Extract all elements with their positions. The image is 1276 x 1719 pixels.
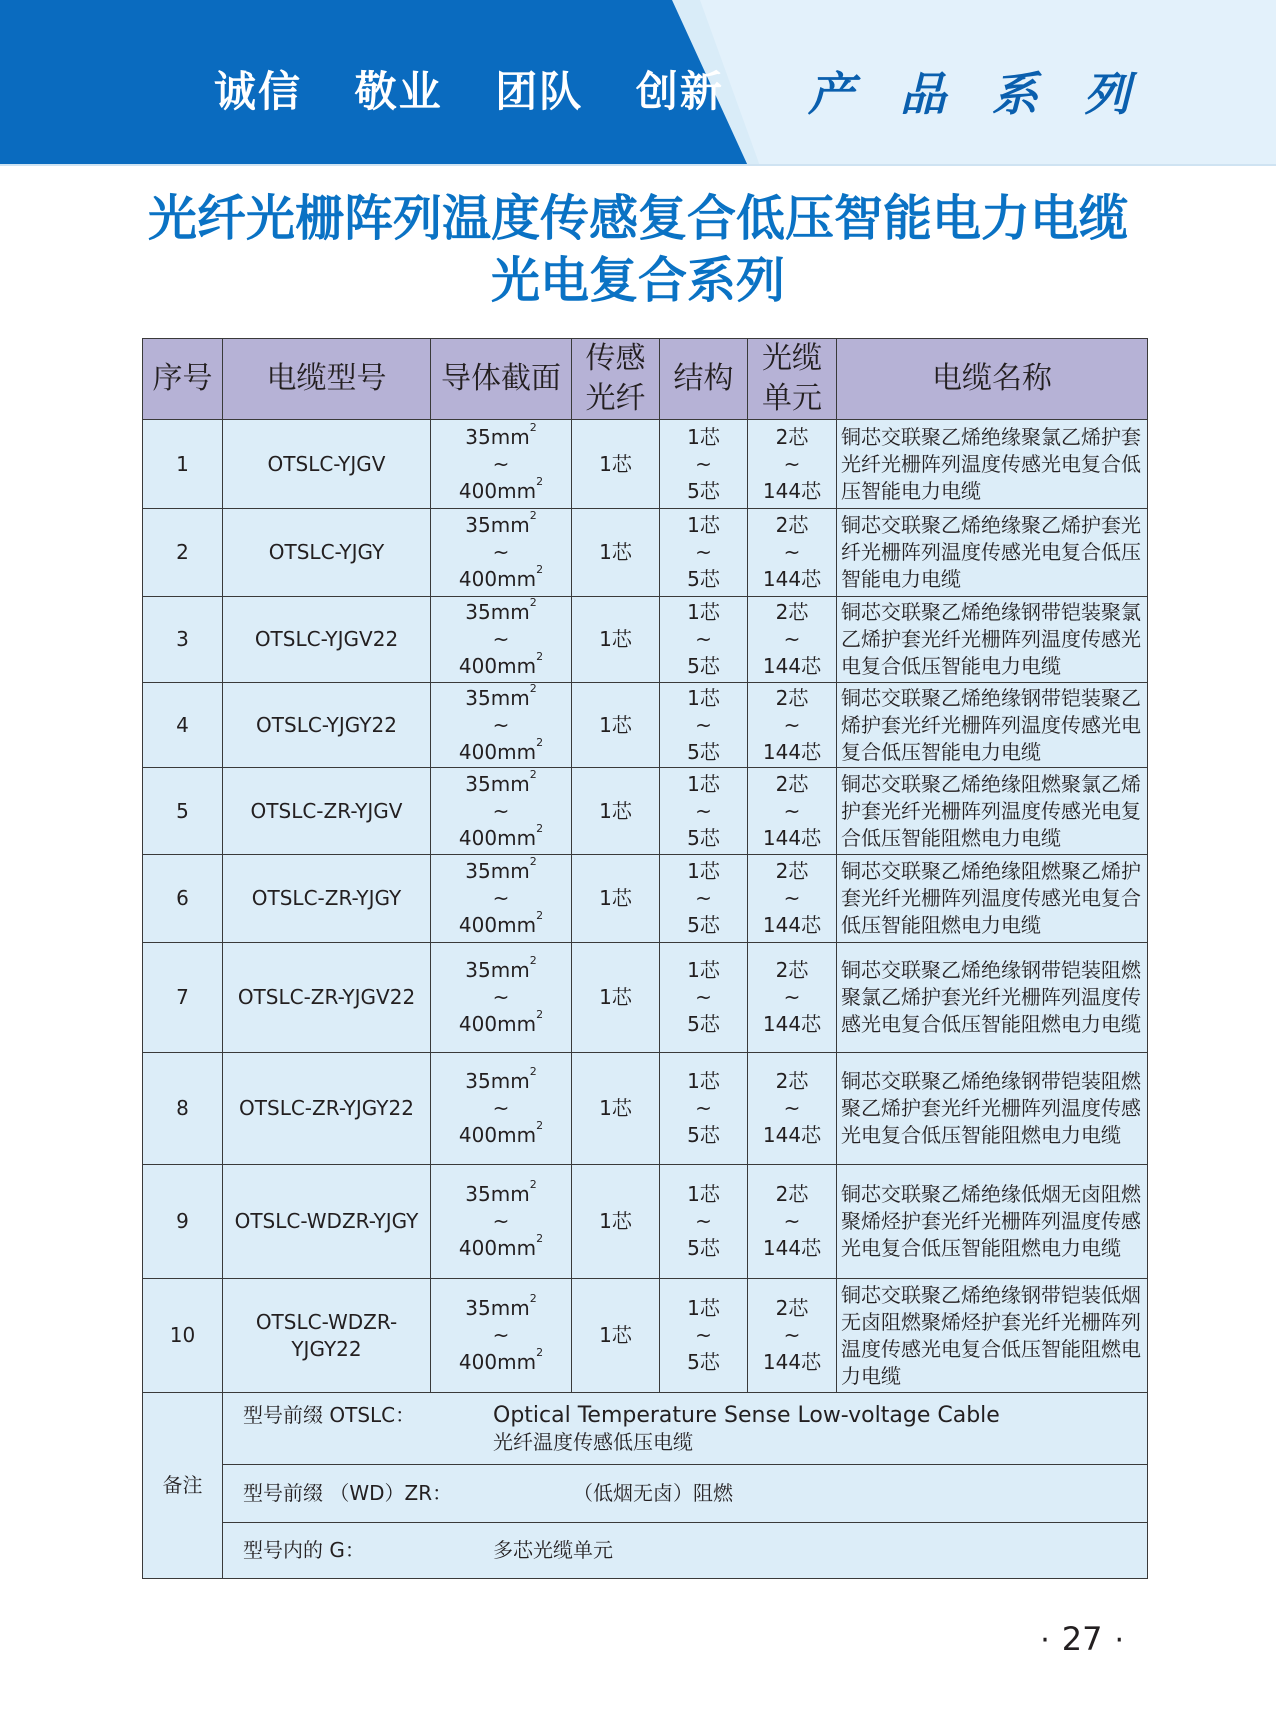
cell-section — [431, 597, 572, 683]
unit-sep: ~ — [783, 1323, 801, 1347]
structure-sep: ~ — [695, 540, 712, 564]
slogan-item: 创新 — [635, 67, 724, 116]
cell-name: 铜芯交联聚乙烯绝缘钢带铠装低烟无卤阻燃聚烯烃护套光纤光栅阵列温度传感光电复合低压智能阻燃电力电缆 — [837, 1279, 1148, 1393]
structure-min: 1芯 — [687, 1069, 720, 1093]
superscript: 2 — [536, 1232, 544, 1245]
section-sep: ~ — [492, 540, 510, 564]
structure-sep: ~ — [695, 1096, 712, 1120]
cell-name: 铜芯交联聚乙烯绝缘阻燃聚氯乙烯护套光纤光栅阵列温度传感光电复合低压智能阻燃电力电缆 — [837, 768, 1148, 855]
cell-structure — [660, 509, 748, 597]
unit-max: 144芯 — [762, 1350, 822, 1374]
cell-model: OTSLC-YJGV22 — [223, 597, 431, 683]
cell-model: OTSLC-WDZR-YJGY — [223, 1165, 431, 1279]
section-min: 35mm — [465, 685, 530, 710]
cell-sensor: 1芯 — [572, 509, 660, 597]
structure-min: 1芯 — [687, 1182, 720, 1206]
cell-index: 7 — [143, 943, 223, 1053]
cell-section — [431, 509, 572, 597]
table-row — [143, 855, 1148, 943]
cell-unit — [748, 683, 837, 768]
unit-max: 144芯 — [762, 478, 822, 503]
cell-model: OTSLC-YJGV — [223, 420, 431, 509]
cell-unit — [748, 509, 837, 597]
unit-max: 144芯 — [762, 1236, 822, 1260]
unit-sep: ~ — [783, 627, 801, 651]
superscript: 2 — [536, 1008, 544, 1021]
note-prefix: 型号前缀 （WD）ZR： — [243, 1481, 453, 1505]
page-number-value: 27 — [1061, 1620, 1103, 1658]
unit-sep: ~ — [783, 540, 801, 564]
cell-sensor: 1芯 — [572, 1165, 660, 1279]
structure-sep: ~ — [695, 798, 712, 823]
cell-structure — [660, 855, 748, 943]
slogan — [214, 62, 760, 122]
structure-min: 1芯 — [687, 958, 720, 982]
cell-name: 铜芯交联聚乙烯绝缘钢带铠装聚氯乙烯护套光纤光栅阵列温度传感光电复合低压智能电力电缆 — [837, 597, 1148, 683]
section-sep: ~ — [492, 1096, 510, 1120]
cell-unit — [748, 1165, 837, 1279]
unit-min: 2芯 — [775, 1182, 809, 1206]
cell-structure — [660, 943, 748, 1053]
structure-max: 5芯 — [687, 825, 720, 850]
note-english: Optical Temperature Sense Low-voltage Cable — [493, 1402, 1000, 1428]
structure-min: 1芯 — [687, 600, 720, 624]
header-model: 电缆型号 — [223, 339, 431, 420]
note-g — [223, 1523, 1148, 1579]
cell-index: 9 — [143, 1165, 223, 1279]
cell-section — [431, 683, 572, 768]
header-structure: 结构 — [660, 339, 748, 420]
section-max: 400mm — [458, 913, 537, 937]
cell-structure — [660, 683, 748, 768]
structure-sep: ~ — [695, 886, 712, 910]
cell-section — [431, 1165, 572, 1279]
page-title: 光纤光栅阵列温度传感复合低压智能电力电缆 — [147, 190, 1128, 247]
cell-model — [223, 1279, 431, 1393]
header-unit-line: 光缆 — [762, 341, 822, 376]
cell-structure — [660, 597, 748, 683]
section-sep: ~ — [492, 627, 510, 651]
note-row — [143, 1393, 1148, 1465]
section-min: 35mm — [465, 513, 530, 537]
table-row — [143, 597, 1148, 683]
unit-min: 2芯 — [775, 424, 809, 449]
header-unit — [748, 339, 837, 420]
unit-sep: ~ — [783, 985, 801, 1009]
superscript: 2 — [529, 1292, 537, 1305]
cell-model: OTSLC-ZR-YJGV — [223, 768, 431, 855]
superscript: 2 — [536, 1119, 544, 1132]
unit-max: 144芯 — [762, 913, 822, 937]
cell-model: OTSLC-ZR-YJGY22 — [223, 1053, 431, 1165]
header-index: 序号 — [143, 339, 223, 420]
header-sensor-line: 传感 — [585, 341, 646, 376]
section-max: 400mm — [458, 1236, 537, 1260]
structure-sep: ~ — [695, 712, 712, 737]
note-row — [143, 1465, 1148, 1523]
superscript: 2 — [529, 509, 537, 522]
table-row — [143, 768, 1148, 855]
cell-sensor: 1芯 — [572, 1279, 660, 1393]
unit-min: 2芯 — [775, 958, 809, 982]
note-prefix: 型号前缀 OTSLC： — [243, 1402, 416, 1427]
cell-model: OTSLC-ZR-YJGV22 — [223, 943, 431, 1053]
section-max: 400mm — [458, 478, 537, 503]
structure-max: 5芯 — [687, 654, 720, 678]
cell-unit — [748, 1279, 837, 1393]
note-value: 多芯光缆单元 — [493, 1538, 613, 1562]
series-label: 产品系列 — [808, 67, 1176, 121]
table-header-row — [143, 339, 1148, 420]
unit-max: 144芯 — [762, 1123, 822, 1147]
cell-index: 6 — [143, 855, 223, 943]
note-prefix: 型号内的 G： — [243, 1538, 365, 1562]
section-sep: ~ — [492, 886, 510, 910]
cell-unit — [748, 420, 837, 509]
page-number — [1028, 1620, 1136, 1658]
section-min: 35mm — [465, 424, 530, 449]
structure-max: 5芯 — [687, 567, 720, 591]
cell-model: OTSLC-YJGY22 — [223, 683, 431, 768]
cell-unit — [748, 1053, 837, 1165]
section-max: 400mm — [458, 654, 537, 678]
unit-min: 2芯 — [775, 1296, 809, 1320]
unit-min: 2芯 — [775, 685, 809, 710]
superscript: 2 — [536, 474, 544, 488]
unit-sep: ~ — [783, 712, 801, 737]
cell-section — [431, 943, 572, 1053]
slogan-item: 敬业 — [354, 67, 443, 116]
cell-name: 铜芯交联聚乙烯绝缘聚氯乙烯护套光纤光栅阵列温度传感光电复合低压智能电力电缆 — [837, 420, 1148, 509]
unit-max: 144芯 — [762, 1012, 822, 1036]
unit-sep: ~ — [783, 451, 801, 476]
unit-min: 2芯 — [775, 513, 809, 537]
note-row — [143, 1523, 1148, 1579]
cell-name: 铜芯交联聚乙烯绝缘钢带铠装阻燃聚乙烯护套光纤光栅阵列温度传感光电复合低压智能阻燃电力电缆 — [837, 1053, 1148, 1165]
unit-max: 144芯 — [762, 654, 822, 678]
section-sep: ~ — [492, 1209, 510, 1233]
cell-index: 5 — [143, 768, 223, 855]
note-chinese: 光纤温度传感低压电缆 — [493, 1429, 693, 1454]
section-min: 35mm — [465, 1069, 530, 1093]
page-dot: · — [1040, 1623, 1050, 1658]
section-min: 35mm — [465, 771, 530, 796]
cell-model-line: OTSLC-WDZR- — [255, 1309, 398, 1334]
header-name: 电缆名称 — [837, 339, 1148, 420]
cell-section — [431, 768, 572, 855]
superscript: 2 — [529, 1065, 537, 1078]
unit-max: 144芯 — [762, 567, 822, 591]
superscript: 2 — [529, 596, 537, 609]
page-subtitle: 光电复合系列 — [490, 252, 785, 309]
section-min: 35mm — [465, 859, 530, 883]
structure-min: 1芯 — [687, 685, 720, 710]
section-sep: ~ — [492, 712, 510, 737]
structure-sep: ~ — [695, 1209, 712, 1233]
unit-max: 144芯 — [762, 739, 822, 764]
cell-unit — [748, 855, 837, 943]
structure-max: 5芯 — [687, 913, 720, 937]
cell-index: 4 — [143, 683, 223, 768]
cell-section — [431, 420, 572, 509]
section-max: 400mm — [458, 825, 537, 850]
cell-sensor: 1芯 — [572, 855, 660, 943]
structure-sep: ~ — [695, 627, 712, 651]
cell-sensor: 1芯 — [572, 943, 660, 1053]
note-zr — [223, 1465, 1148, 1523]
cell-model: OTSLC-ZR-YJGY — [223, 855, 431, 943]
superscript: 2 — [529, 420, 537, 434]
cell-sensor: 1芯 — [572, 683, 660, 768]
structure-max: 5芯 — [687, 1236, 720, 1260]
unit-sep: ~ — [783, 1209, 801, 1233]
structure-min: 1芯 — [687, 424, 720, 449]
cell-structure — [660, 420, 748, 509]
cell-structure — [660, 1165, 748, 1279]
section-max: 400mm — [458, 1012, 537, 1036]
section-max: 400mm — [458, 1123, 537, 1147]
unit-min: 2芯 — [775, 1069, 809, 1093]
structure-max: 5芯 — [687, 1123, 720, 1147]
cell-section — [431, 855, 572, 943]
cell-sensor: 1芯 — [572, 1053, 660, 1165]
header-section: 导体截面 — [431, 339, 572, 420]
superscript: 2 — [536, 821, 544, 835]
unit-sep: ~ — [783, 1096, 801, 1120]
unit-sep: ~ — [783, 886, 801, 910]
cell-unit — [748, 597, 837, 683]
cell-name: 铜芯交联聚乙烯绝缘低烟无卤阻燃聚烯烃护套光纤光栅阵列温度传感光电复合低压智能阻燃电力电缆 — [837, 1165, 1148, 1279]
cell-model-line: YJGY22 — [291, 1336, 362, 1361]
superscript: 2 — [536, 1346, 544, 1359]
structure-sep: ~ — [695, 451, 712, 476]
cell-index: 10 — [143, 1279, 223, 1393]
section-sep: ~ — [492, 451, 510, 476]
header-banner — [0, 0, 1276, 166]
header-sensor — [572, 339, 660, 420]
section-max: 400mm — [458, 1350, 537, 1374]
table-row — [143, 420, 1148, 509]
section-max: 400mm — [458, 567, 537, 591]
table-row — [143, 1053, 1148, 1165]
cell-sensor: 1芯 — [572, 768, 660, 855]
structure-max: 5芯 — [687, 739, 720, 764]
page-dot: · — [1114, 1623, 1124, 1658]
note-label: 备注 — [143, 1393, 223, 1579]
superscript: 2 — [536, 909, 544, 922]
cell-section — [431, 1279, 572, 1393]
cell-sensor: 1芯 — [572, 420, 660, 509]
cell-model: OTSLC-YJGY — [223, 509, 431, 597]
section-min: 35mm — [465, 1182, 530, 1206]
unit-min: 2芯 — [775, 859, 809, 883]
section-min: 35mm — [465, 1296, 530, 1320]
table-row — [143, 509, 1148, 597]
cell-sensor: 1芯 — [572, 597, 660, 683]
cell-structure — [660, 1053, 748, 1165]
table-row — [143, 683, 1148, 768]
cell-index: 2 — [143, 509, 223, 597]
cell-index: 3 — [143, 597, 223, 683]
header-sensor-line: 光纤 — [585, 381, 646, 416]
superscript: 2 — [529, 855, 537, 868]
note-otslc — [223, 1393, 1148, 1465]
structure-min: 1芯 — [687, 1296, 720, 1320]
cell-unit — [748, 943, 837, 1053]
cell-name: 铜芯交联聚乙烯绝缘钢带铠装阻燃聚氯乙烯护套光纤光栅阵列温度传感光电复合低压智能阻燃电力电缆 — [837, 943, 1148, 1053]
slogan-item: 诚信 — [214, 67, 303, 116]
cell-name: 铜芯交联聚乙烯绝缘聚乙烯护套光纤光栅阵列温度传感光电复合低压智能电力电缆 — [837, 509, 1148, 597]
cell-index: 1 — [143, 420, 223, 509]
section-max: 400mm — [458, 739, 537, 764]
cell-section — [431, 1053, 572, 1165]
cell-name: 铜芯交联聚乙烯绝缘钢带铠装聚乙烯护套光纤光栅阵列温度传感光电复合低压智能电力电缆 — [837, 683, 1148, 768]
superscript: 2 — [529, 1178, 537, 1191]
superscript: 2 — [529, 767, 537, 781]
cell-unit — [748, 768, 837, 855]
cell-index: 8 — [143, 1053, 223, 1165]
structure-min: 1芯 — [687, 859, 720, 883]
section-min: 35mm — [465, 958, 530, 982]
section-min: 35mm — [465, 600, 530, 624]
structure-max: 5芯 — [687, 1012, 720, 1036]
section-sep: ~ — [492, 1323, 510, 1347]
table-row — [143, 1279, 1148, 1393]
superscript: 2 — [536, 650, 544, 663]
superscript: 2 — [529, 681, 537, 695]
structure-sep: ~ — [695, 985, 712, 1009]
superscript: 2 — [536, 563, 544, 576]
cell-name: 铜芯交联聚乙烯绝缘阻燃聚乙烯护套光纤光栅阵列温度传感光电复合低压智能阻燃电力电缆 — [837, 855, 1148, 943]
superscript: 2 — [529, 954, 537, 967]
cell-structure — [660, 1279, 748, 1393]
section-sep: ~ — [492, 798, 510, 823]
structure-min: 1芯 — [687, 771, 720, 796]
unit-max: 144芯 — [762, 825, 822, 850]
cell-structure — [660, 768, 748, 855]
structure-min: 1芯 — [687, 513, 720, 537]
table-row — [143, 1165, 1148, 1279]
structure-max: 5芯 — [687, 478, 720, 503]
section-sep: ~ — [492, 985, 510, 1009]
unit-sep: ~ — [783, 798, 801, 823]
structure-sep: ~ — [695, 1323, 712, 1347]
unit-min: 2芯 — [775, 600, 809, 624]
slogan-item: 团队 — [495, 67, 584, 116]
note-value: （低烟无卤）阻燃 — [573, 1481, 733, 1505]
structure-max: 5芯 — [687, 1350, 720, 1374]
superscript: 2 — [536, 735, 544, 749]
header-unit-line: 单元 — [762, 381, 822, 416]
table-row — [143, 943, 1148, 1053]
product-table — [142, 338, 1148, 1579]
unit-min: 2芯 — [775, 771, 809, 796]
